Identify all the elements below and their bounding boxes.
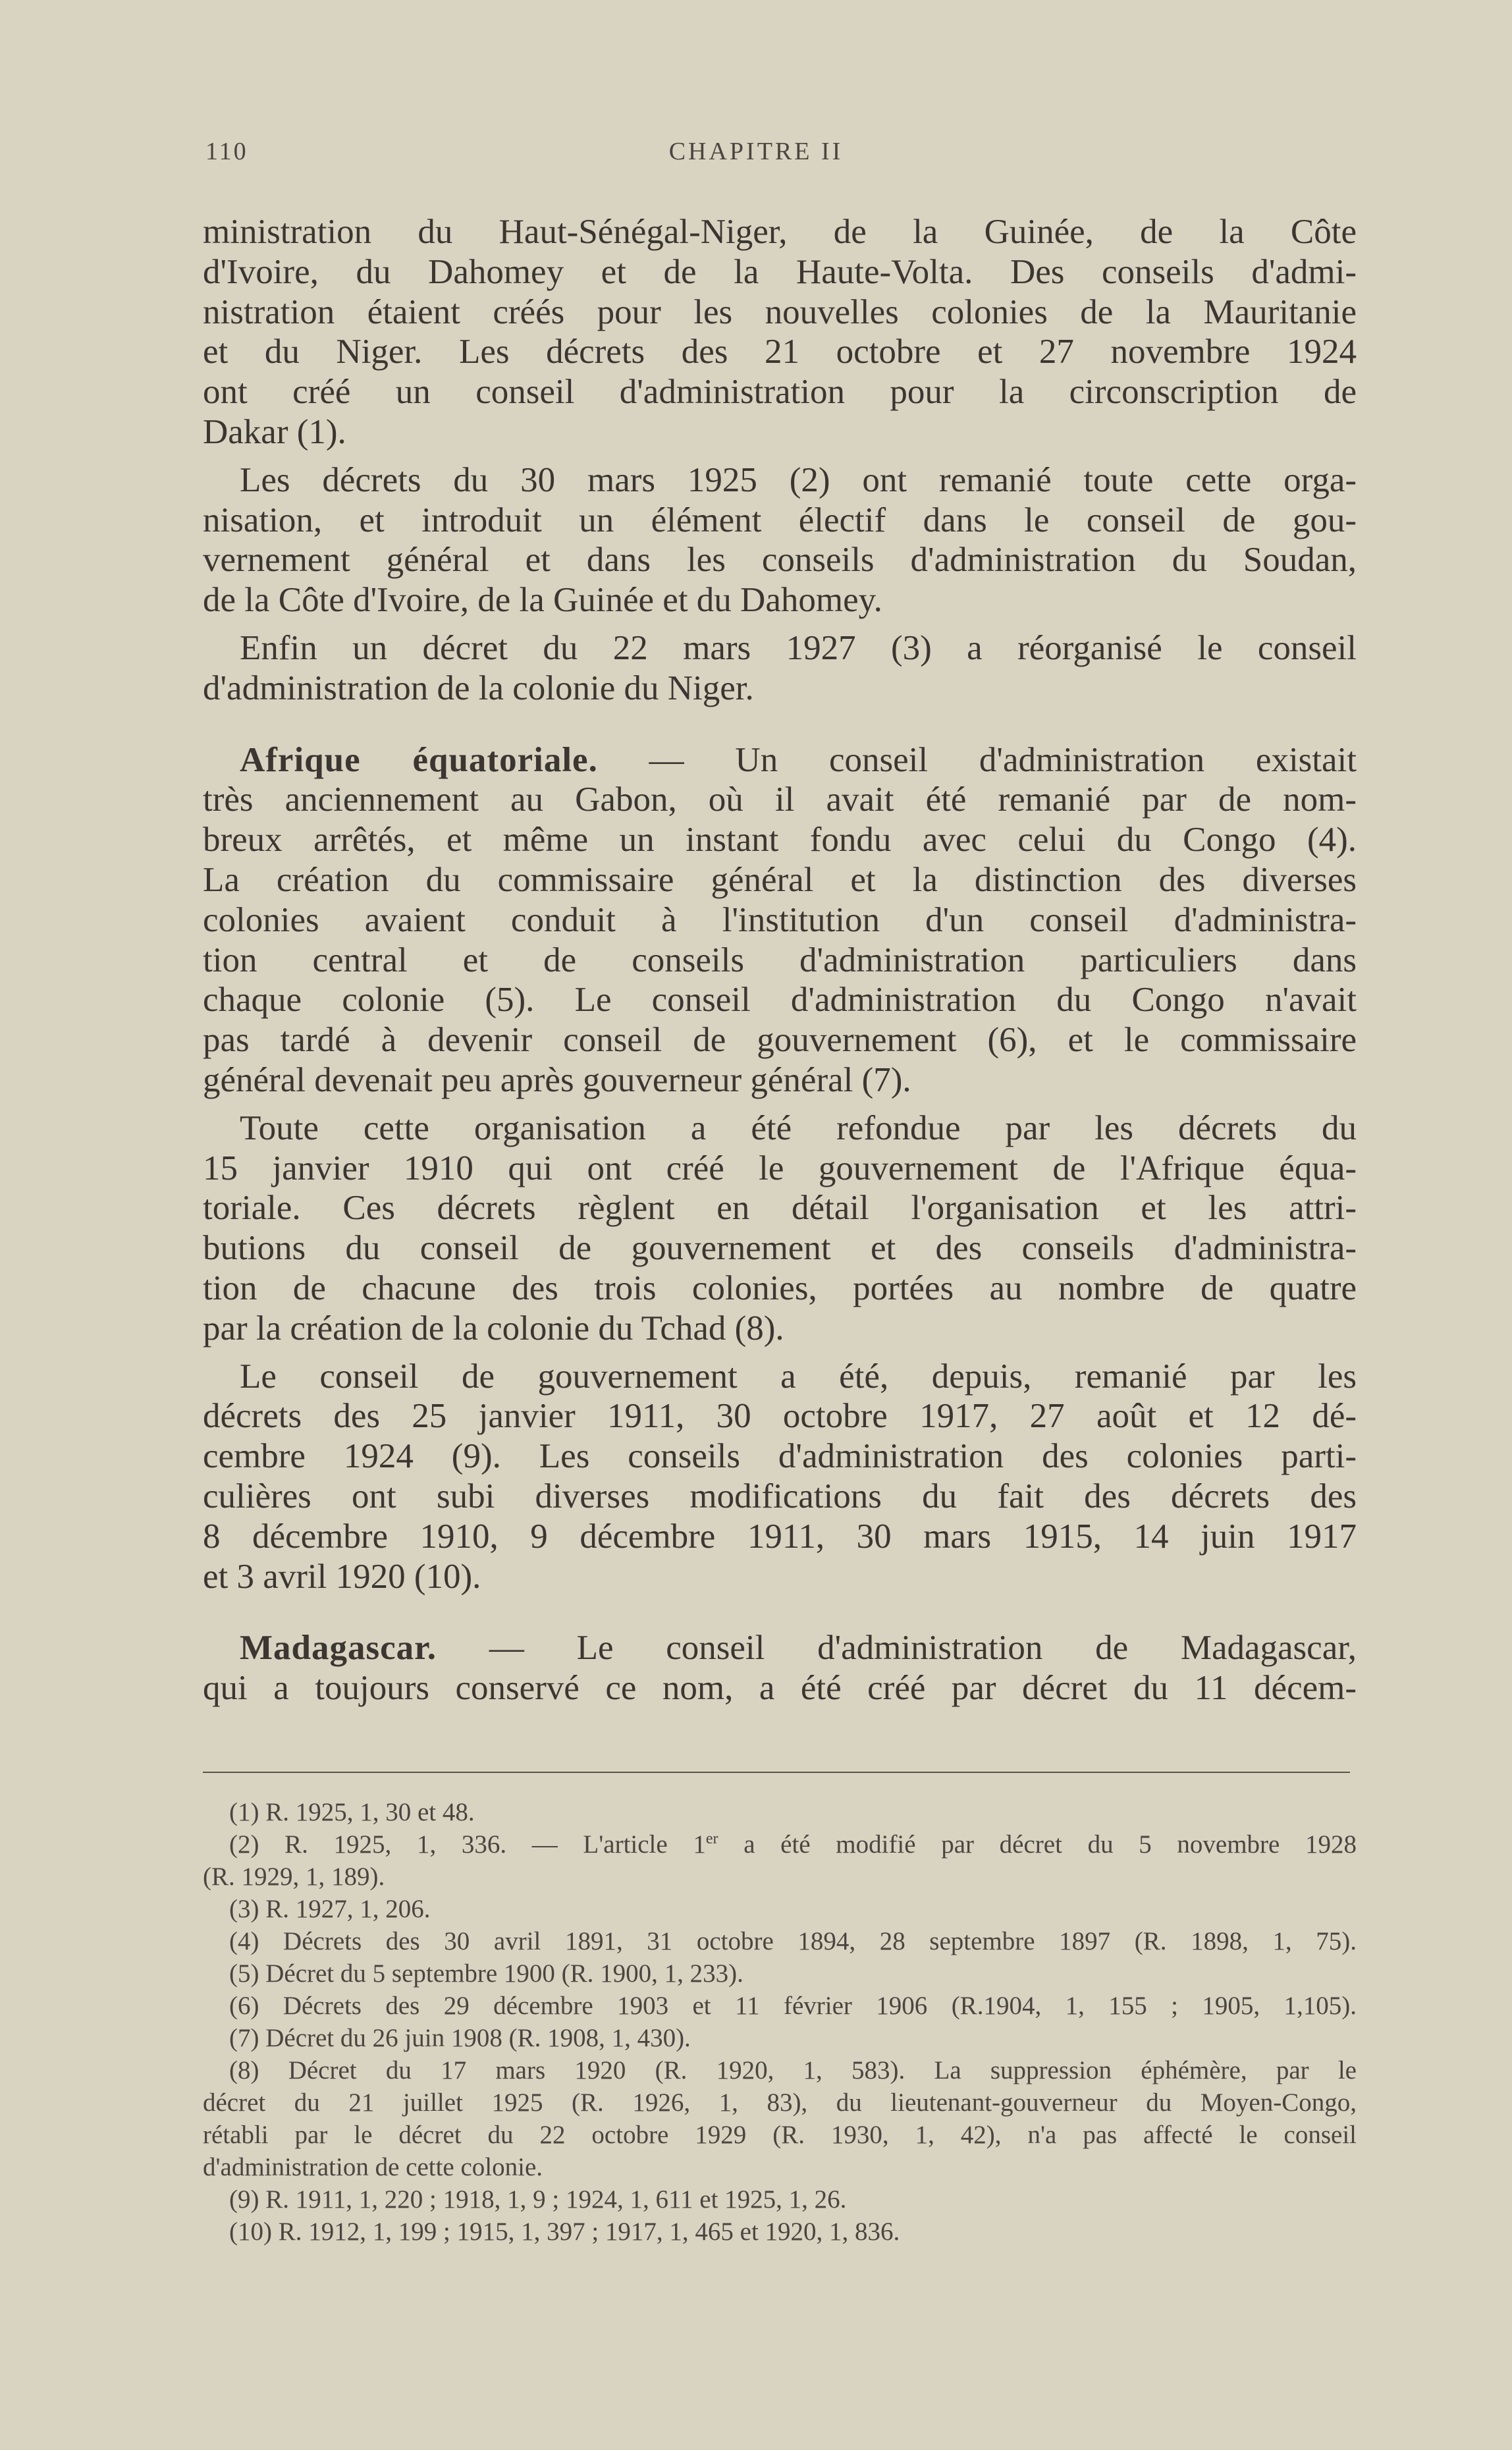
- text-run: — Un conseil d'administration existait: [597, 740, 1357, 779]
- footnote-7: (7) Décret du 26 juin 1908 (R. 1908, 1, 430).: [229, 2024, 691, 2052]
- text-line: très anciennement au Gabon, où il avait été remanié par de nom-: [203, 780, 1357, 819]
- text-line: 8 décembre 1910, 9 décembre 1911, 30 mars 1915, 14 juin 1917: [203, 1517, 1357, 1556]
- text-line: [203, 740, 1357, 780]
- running-header: CHAPITRE II: [668, 138, 844, 165]
- text-line: vernement général et dans les conseils d'administration du Soudan,: [203, 541, 1357, 580]
- text-line: cembre 1924 (9). Les conseils d'administration des colonies parti-: [203, 1437, 1357, 1476]
- footnote-2: [203, 1828, 1357, 1861]
- text-line: d'administration de la colonie du Niger.: [203, 668, 754, 707]
- text-line: tion central et de conseils d'administration particuliers dans: [203, 940, 1357, 979]
- text-line: ministration du Haut-Sénégal-Niger, de la Guinée, de la Côte: [203, 213, 1357, 251]
- text-line: ont créé un conseil d'administration pour la circonscription de: [203, 373, 1357, 412]
- page-number: 110: [205, 138, 248, 165]
- text-line: Enfin un décret du 22 mars 1927 (3) a réorganisé le conseil: [240, 628, 1357, 667]
- text-run: — Le conseil d'administration de Madagascar,: [437, 1629, 1357, 1668]
- section-afrique-equatoriale: [203, 740, 1357, 1101]
- footnote-divider: [203, 1772, 1350, 1773]
- text-line: tion de chacune des trois colonies, portées au nombre de quatre: [203, 1268, 1357, 1307]
- text-line: décrets des 25 janvier 1911, 30 octobre 1917, 27 août et 12 dé-: [203, 1397, 1357, 1436]
- text-line: pas tardé à devenir conseil de gouvernement (6), et le commissaire: [203, 1021, 1357, 1060]
- body-text: [203, 212, 1357, 1716]
- text-line: toriale. Ces décrets règlent en détail l'organisation et les attri-: [203, 1189, 1357, 1228]
- paragraph-6: [203, 1357, 1357, 1597]
- footnote-2-cont: (R. 1929, 1, 189).: [203, 1863, 385, 1891]
- footnote-5: (5) Décret du 5 septembre 1900 (R. 1900, 1, 233).: [229, 1959, 743, 1988]
- text-line: Toute cette organisation a été refondue par les décrets du: [240, 1108, 1357, 1147]
- text-run: (2) R. 1925, 1, 336. — L'article 1: [229, 1830, 706, 1859]
- text-line: qui a toujours conservé ce nom, a été créé par décret du 11 décem-: [203, 1669, 1357, 1708]
- superscript: er: [705, 1830, 718, 1847]
- text-line: butions du conseil de gouvernement et des conseils d'administra-: [203, 1229, 1357, 1268]
- section-heading: Afrique équatoriale.: [240, 740, 598, 779]
- text-line: culières ont subi diverses modifications du fait des décrets des: [203, 1477, 1357, 1515]
- text-line: [203, 1628, 1357, 1668]
- paragraph-2: [203, 460, 1357, 620]
- text-line: Dakar (1).: [203, 412, 346, 451]
- footnote-10: (10) R. 1912, 1, 199 ; 1915, 1, 397 ; 1917, 1, 465 et 1920, 1, 836.: [229, 2218, 900, 2246]
- text-line: et du Niger. Les décrets des 21 octobre et 27 novembre 1924: [203, 333, 1357, 371]
- text-run: a été modifié par décret du 5 novembre 1928: [718, 1830, 1357, 1859]
- paragraph-5: [203, 1108, 1357, 1349]
- paragraph-1: [203, 212, 1357, 452]
- footnote-8-cont: décret du 21 juillet 1925 (R. 1926, 1, 83), du lieutenant-gouverneur du Moyen-Congo,: [203, 2088, 1357, 2117]
- text-line: de la Côte d'Ivoire, de la Guinée et du Dahomey.: [203, 581, 882, 620]
- text-line: et 3 avril 1920 (10).: [203, 1557, 481, 1596]
- footnotes: [203, 1796, 1357, 2248]
- text-line: La création du commissaire général et la distinction des diverses: [203, 860, 1357, 899]
- footnote-6: (6) Décrets des 29 décembre 1903 et 11 février 1906 (R.1904, 1, 155 ; 1905, 1,105).: [229, 1992, 1357, 2020]
- text-line: colonies avaient conduit à l'institution d'un conseil d'administra-: [203, 900, 1357, 939]
- section-heading: Madagascar.: [240, 1629, 437, 1668]
- footnote-4: (4) Décrets des 30 avril 1891, 31 octobre 1894, 28 septembre 1897 (R. 1898, 1, 75).: [229, 1927, 1357, 1955]
- text-line: Les décrets du 30 mars 1925 (2) ont remanié toute cette orga-: [240, 460, 1357, 499]
- footnote-1: (1) R. 1925, 1, 30 et 48.: [229, 1798, 475, 1826]
- text-line: breux arrêtés, et même un instant fondu avec celui du Congo (4).: [203, 821, 1357, 859]
- text-line: chaque colonie (5). Le conseil d'administration du Congo n'avait: [203, 981, 1357, 1020]
- text-line: général devenait peu après gouverneur général (7).: [203, 1060, 911, 1099]
- text-line: nistration étaient créés pour les nouvelles colonies de la Mauritanie: [203, 292, 1357, 331]
- text-line: Le conseil de gouvernement a été, depuis, remanié par les: [240, 1357, 1357, 1396]
- footnote-3: (3) R. 1927, 1, 206.: [229, 1895, 431, 1923]
- footnote-8-cont: d'administration de cette colonie.: [203, 2153, 543, 2181]
- paragraph-3: [203, 628, 1357, 709]
- section-madagascar: [203, 1628, 1357, 1708]
- footnote-9: (9) R. 1911, 1, 220 ; 1918, 1, 9 ; 1924, 1, 611 et 1925, 1, 26.: [229, 2185, 847, 2214]
- text-line: d'Ivoire, du Dahomey et de la Haute-Volta. Des conseils d'admi-: [203, 252, 1357, 291]
- text-line: 15 janvier 1910 qui ont créé le gouvernement de l'Afrique équa-: [203, 1149, 1357, 1187]
- text-line: nisation, et introduit un élément électif dans le conseil de gou-: [203, 501, 1357, 539]
- text-line: par la création de la colonie du Tchad (8).: [203, 1309, 784, 1348]
- footnote-8: (8) Décret du 17 mars 1920 (R. 1920, 1, 583). La suppression éphémère, par le: [229, 2056, 1357, 2084]
- footnote-8-cont: rétabli par le décret du 22 octobre 1929 (R. 1930, 1, 42), n'a pas affecté le conseil: [203, 2121, 1357, 2149]
